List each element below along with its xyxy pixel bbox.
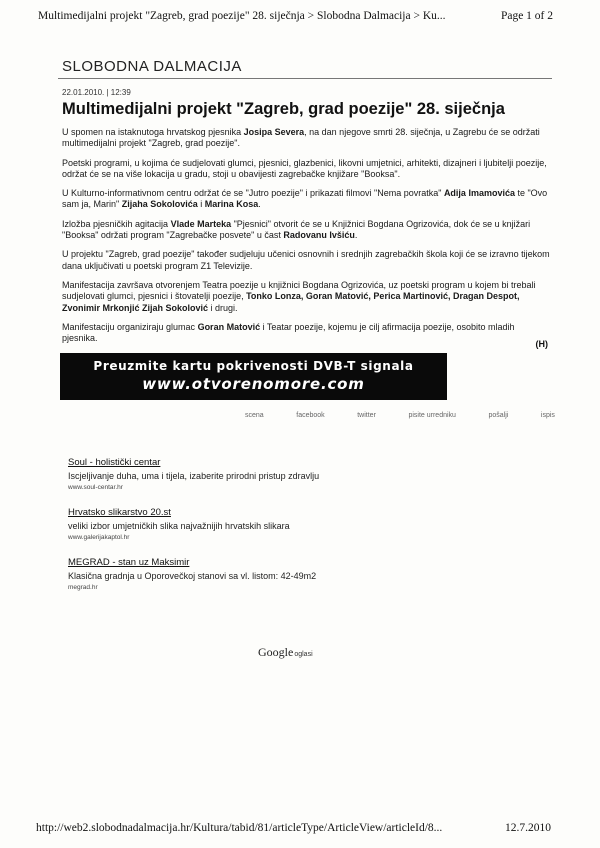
ad-title-link[interactable]: MEGRAD - stan uz Maksimir: [68, 557, 190, 568]
text-run: Manifestaciju organiziraju glumac: [62, 321, 198, 332]
share-facebook-link[interactable]: facebook: [296, 412, 325, 419]
share-twitter-link[interactable]: twitter: [357, 412, 376, 419]
text-run: .: [258, 199, 261, 210]
ad-item: [68, 557, 368, 591]
article-dateline: 22.01.2010. | 12:39: [62, 88, 131, 97]
send-link[interactable]: pošalji: [488, 412, 509, 419]
ad-title-link[interactable]: Soul - holistički centar: [68, 457, 161, 468]
print-footer: [36, 822, 551, 834]
ads-label: oglasi: [294, 651, 313, 658]
text-run: Izložba pjesničkih agitacija: [62, 218, 171, 229]
text-run: Manifestacija završava otvorenjem Teatra poezije u knjižnici Bogdana Ogrizovića, uz poetski program u kojem bi trebali sudjelovati glumci, pjesnici i štovatelji poezije,: [62, 279, 536, 302]
person-name: Marina Kosa: [204, 199, 259, 210]
person-name: Radovanu Ivšiću: [283, 230, 355, 241]
person-name: Goran Matović: [197, 321, 261, 332]
print-page-number: Page 1 of 2: [500, 10, 553, 22]
person-name: Zijaha Sokolovića: [121, 199, 198, 210]
text-run: , na dan njegove smrti 28. siječnja, u Zagrebu će se održati multimedijalni projekt "Zagreb, grad poezije".: [62, 127, 540, 149]
text-run: U spomen na istaknutoga hrvatskog pjesnika: [62, 127, 244, 137]
site-name[interactable]: SLOBODNA DALMACIJA: [62, 58, 242, 75]
ad-url[interactable]: megrad.hr: [68, 584, 98, 591]
article-paragraph-2: Poetski programi, u kojima će sudjelovati glumci, pjesnici, glazbenici, likovni umjetnici, arhitekti, dizajneri i ljubitelji poezije, održat će se na više lokacija u gradu, stoji u obavijesti zagrebačke knjižare "Booksa".: [62, 157, 547, 179]
print-footer-url: http://web2.slobodnadalmacija.hr/Kultura/tabid/81/articleType/ArticleView/articleId/8...: [36, 822, 443, 834]
article-paragraph-1: [62, 127, 550, 150]
print-header-title: Multimedijalni projekt "Zagreb, grad poezije" 28. siječnja > Slobodna Dalmacija > Ku...: [38, 10, 446, 22]
article-paragraph-4: [62, 219, 550, 242]
ad-title-link[interactable]: Hrvatsko slikarstvo 20.st: [68, 507, 171, 518]
person-name: Josipa Severa: [243, 127, 305, 137]
person-name: Adija Imamovića: [443, 188, 515, 199]
article-paragraph-7: [62, 322, 550, 345]
text-run: .: [354, 230, 358, 241]
print-link[interactable]: ispis: [540, 412, 555, 419]
ad-item: [68, 507, 368, 541]
share-scena-link[interactable]: scena: [245, 412, 264, 419]
share-toolbar: [245, 412, 555, 419]
text-ads: [68, 457, 368, 607]
print-footer-date: 12.7.2010: [505, 822, 551, 834]
print-header: [38, 10, 553, 22]
article-signature: (H): [535, 339, 548, 349]
ad-description: Iscjeljivanje duha, uma i tijela, izaberite prirodni pristup zdravlju: [68, 471, 320, 481]
ad-description: veliki izbor umjetničkih slika najvažnijih hrvatskih slikara: [68, 521, 290, 531]
person-name: Vlade Marteka: [170, 218, 232, 229]
ad-url[interactable]: www.galerijakaptol.hr: [68, 534, 130, 541]
text-run: te "Ovo sam ja, Marin": [62, 188, 548, 210]
ad-description: Klasična gradnja u Oporovečkoj stanovi sa vl. listom: 42-49m2: [68, 571, 317, 581]
banner-headline: Preuzmite kartu pokrivenosti DVB-T signala: [93, 359, 414, 373]
text-run: i: [197, 199, 205, 210]
banner-url: www.otvorenomore.com: [142, 375, 365, 393]
header-divider: [58, 78, 552, 79]
article-paragraph-6: [62, 280, 550, 314]
text-run: i Teatar poezije, kojemu je cilj afirmacija poezije, osobito mladih pjesnika.: [62, 321, 515, 344]
text-run: U Kulturno-informativnom centru održat će se "Jutro poezije" i prikazati filmovi "Nema povratka": [62, 188, 444, 199]
write-to-editor-link[interactable]: pisite urredniku: [408, 412, 456, 419]
google-logo: Google: [258, 645, 294, 659]
text-run: i drugi.: [208, 302, 238, 313]
dvbt-ad-banner[interactable]: [60, 353, 447, 400]
article-body: [62, 127, 550, 352]
article-paragraph-5: U projektu "Zagreb, grad poezije" također sudjeluju učenici osnovnih i srednjih zagrebačkih škola koji će se izravno tijekom dana uključivati u poetski program Z1 Televizije.: [62, 249, 550, 271]
ad-url[interactable]: www.soul-centar.hr: [68, 484, 123, 491]
person-names: Tonko Lonza, Goran Matović, Perica Martinović, Dragan Despot, Zvonimir Mrkonjić Zijah Sokolović: [62, 291, 520, 313]
article-paragraph-3: [62, 188, 550, 211]
google-ads-label[interactable]: [258, 645, 313, 660]
text-run: "Pjesnici" otvorit će se u Knjižnici Bogdana Ogrizovića, dok će se u knjižari "Booksa" održati program "Zagrebačke posvete" u čast: [62, 218, 531, 241]
ad-item: [68, 457, 368, 491]
article-headline: Multimedijalni projekt "Zagreb, grad poezije" 28. siječnja: [62, 100, 505, 118]
